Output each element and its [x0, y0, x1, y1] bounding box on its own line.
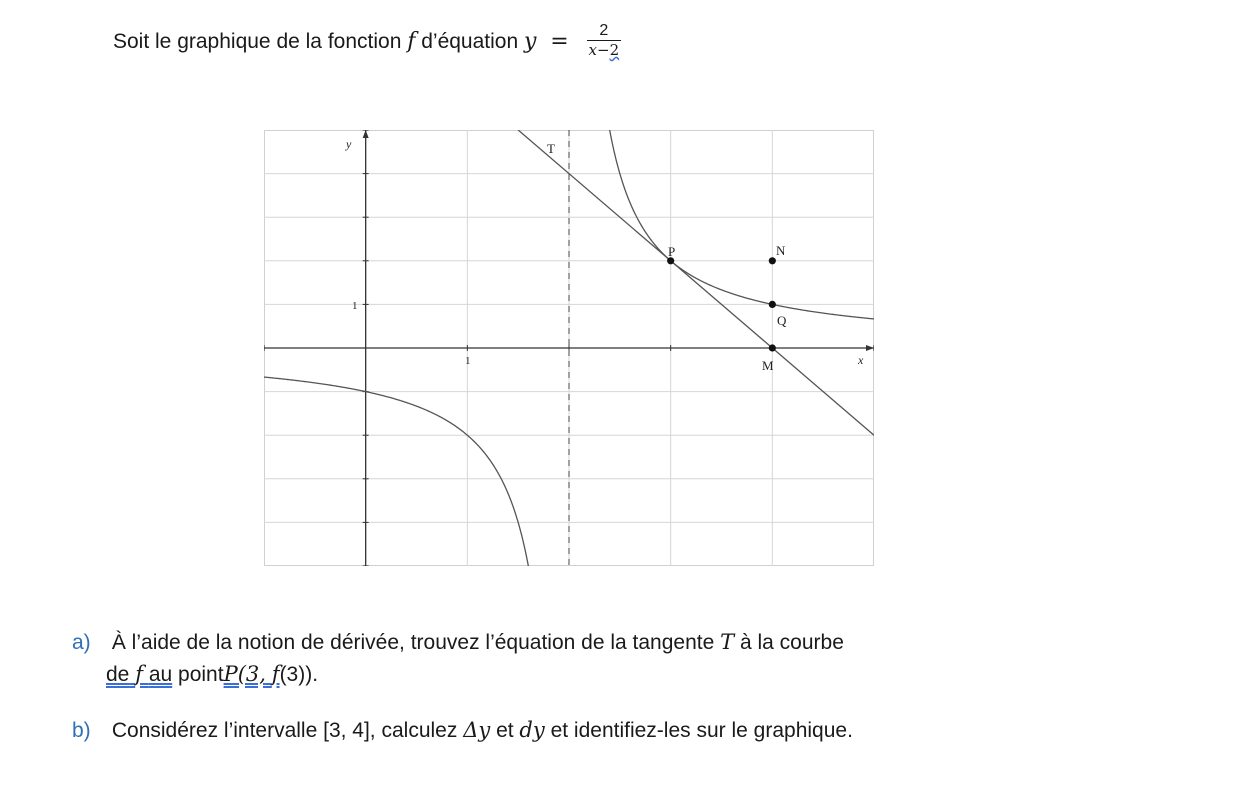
y-axis-arrow — [363, 130, 369, 138]
curve-right-branch — [608, 130, 874, 319]
word-P3: P(3, — [223, 662, 266, 686]
question-b-et: et — [496, 719, 514, 742]
y-variable: y — [523, 29, 537, 55]
question-a-line2 — [106, 658, 318, 691]
point-M — [769, 344, 776, 351]
label-P: P — [668, 244, 676, 259]
word-au: au — [148, 663, 173, 686]
question-a-text: À l’aide de la notion de dérivée, trouvez l’équation de la tangente — [111, 631, 715, 654]
denominator-right: 2 — [609, 41, 620, 59]
fraction-denominator — [587, 41, 622, 59]
question-a — [72, 626, 844, 659]
question-b-label: b) — [72, 719, 91, 742]
label-N: N — [776, 243, 786, 258]
word-point: point — [178, 663, 224, 686]
word-f: f — [135, 662, 143, 686]
question-b-text: Considérez l’intervalle [3, 4], calculez — [111, 719, 458, 742]
question-a-point-expr — [224, 663, 280, 686]
tangent-line-T — [518, 130, 874, 435]
delta-y: Δy — [463, 718, 491, 742]
x-axis-label: x — [858, 353, 864, 367]
dy: dy — [519, 718, 545, 742]
label-T: T — [547, 141, 555, 156]
question-a-label: a) — [72, 631, 91, 654]
function-graph — [264, 130, 874, 566]
intro-text: Soit le graphique de la fonction — [113, 30, 402, 54]
y-tick-one: 1 — [352, 300, 358, 312]
point-Q — [769, 301, 776, 308]
point-N — [769, 257, 776, 264]
question-a-text-end: à la courbe — [739, 631, 844, 654]
x-axis-arrow — [866, 345, 874, 351]
question-a-T: T — [720, 630, 735, 654]
y-axis-label: y — [346, 137, 352, 151]
word-de: de — [106, 663, 130, 686]
question-a-de-f-au — [106, 663, 172, 686]
label-Q: Q — [777, 313, 787, 328]
x-tick-one: 1 — [465, 355, 471, 367]
intro-text-2: d’équation — [421, 30, 519, 54]
curve-left-branch — [264, 377, 530, 566]
word-end: (3)). — [279, 663, 319, 686]
question-b — [72, 714, 853, 747]
intro-statement — [113, 24, 621, 61]
label-M: M — [762, 358, 774, 373]
question-b-text-2: et identifiez-les sur le graphique. — [550, 719, 853, 742]
equals-sign: = — [550, 29, 569, 55]
function-name: f — [407, 29, 416, 55]
fraction — [587, 22, 622, 59]
fraction-numerator: 2 — [587, 22, 622, 41]
word-f2: f — [271, 662, 280, 686]
denominator-left: x− — [588, 41, 610, 59]
